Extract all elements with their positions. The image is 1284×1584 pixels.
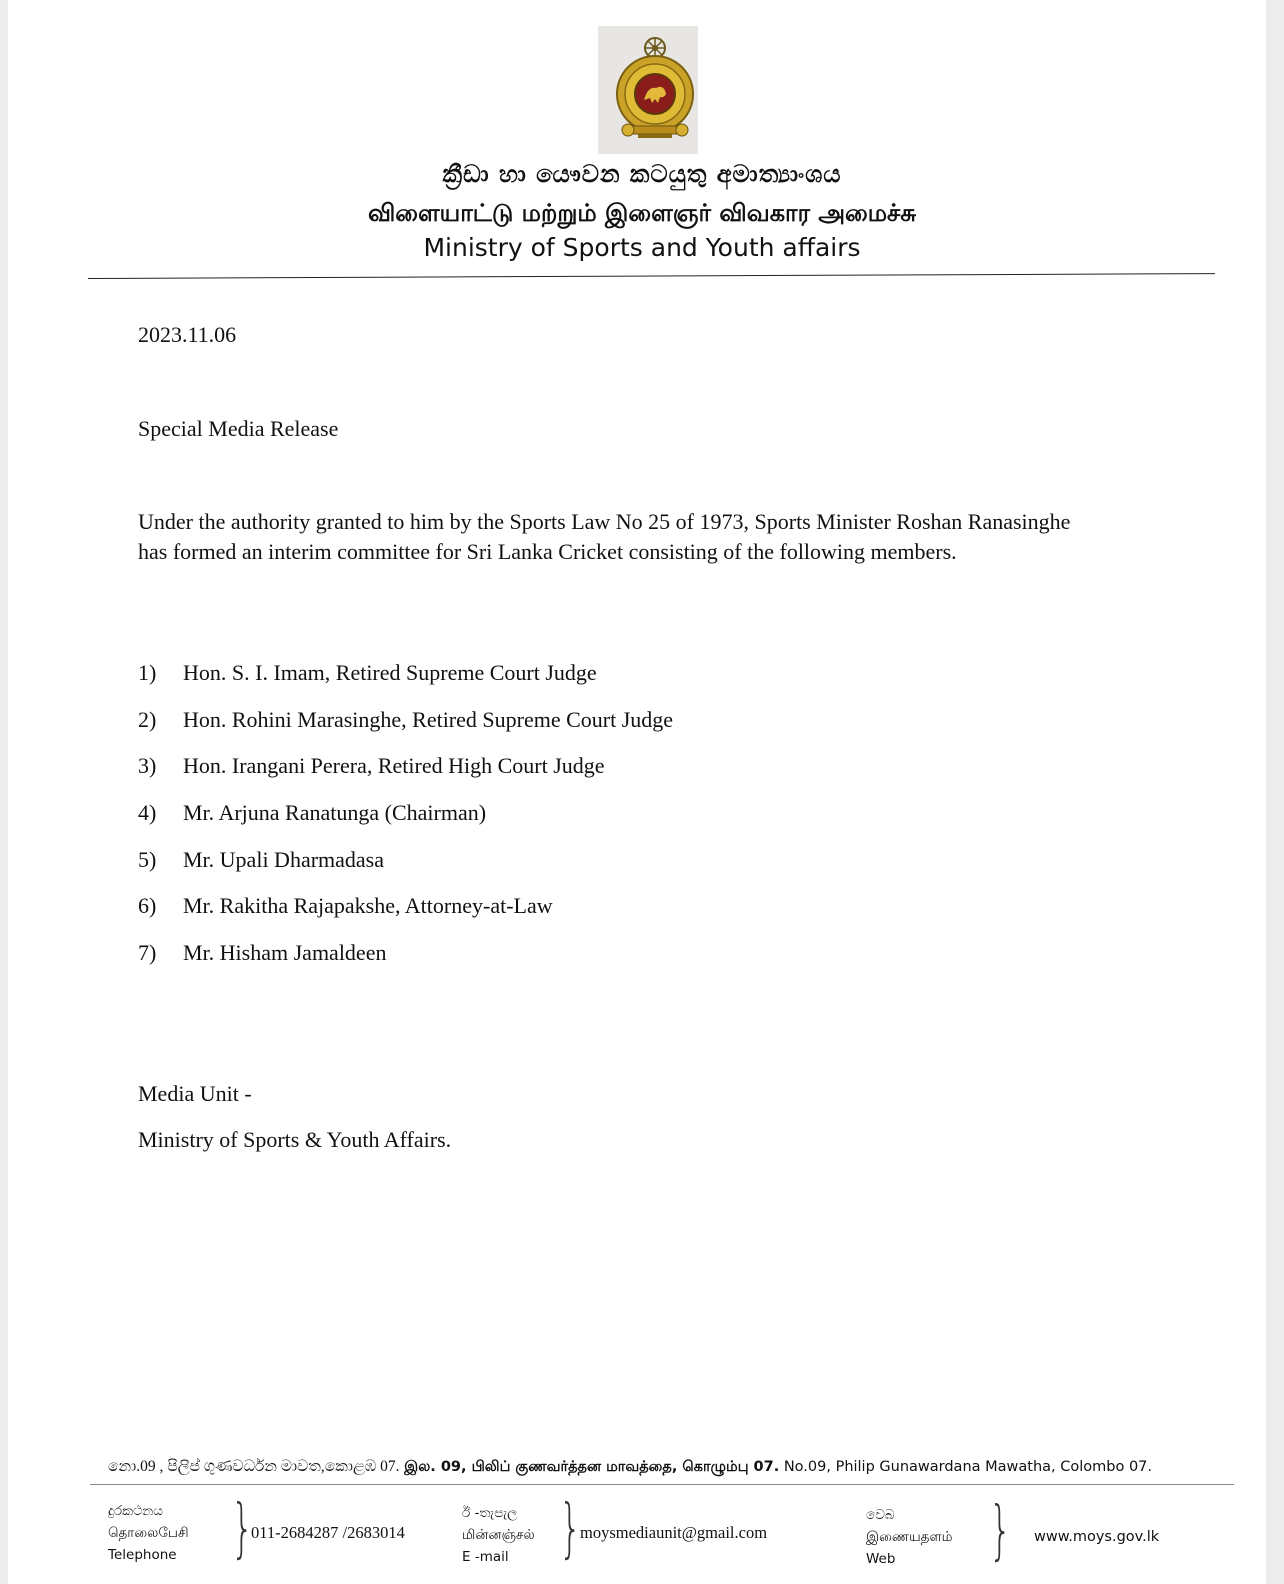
telephone-labels: [108, 1500, 189, 1566]
list-item: [138, 751, 673, 798]
telephone-label-tamil: தொலைபேசி: [108, 1525, 189, 1541]
member-number: 7): [138, 940, 157, 966]
ministry-title-tamil: விளையாட்டு மற்றும் இளைஞர் விவகார அமைச்சு: [368, 199, 916, 227]
signature-unit: Media Unit -: [138, 1081, 252, 1106]
telephone-label-english: Telephone: [108, 1547, 177, 1563]
member-text: Mr. Hisham Jamaldeen: [183, 940, 387, 966]
ministry-title-english: Ministry of Sports and Youth affairs: [423, 233, 861, 262]
address-english: No.09, Philip Gunawardana Mawatha, Colombo 07.: [783, 1459, 1153, 1475]
address-tamil: இல. 09, பிலிப் குணவர்த்தன மாவத்தை, கொழும்பு 07.: [404, 1459, 780, 1475]
list-item: [138, 705, 673, 752]
member-text: Hon. Irangani Perera, Retired High Court Judge: [183, 753, 605, 779]
email-value: moysmediaunit@gmail.com: [580, 1523, 768, 1542]
email-labels: [462, 1502, 535, 1568]
list-item: [138, 891, 673, 938]
member-text: Hon. S. I. Imam, Retired Supreme Court Judge: [183, 660, 597, 685]
footer-address: [108, 1458, 1152, 1477]
email-label-english: E -mail: [462, 1549, 509, 1565]
brace-icon: }: [559, 1492, 582, 1566]
list-item: [138, 658, 673, 705]
member-text: Mr. Arjuna Ranatunga (Chairman): [183, 800, 487, 826]
member-number: 4): [138, 800, 157, 826]
web-value: www.moys.gov.lk: [1034, 1529, 1160, 1545]
list-item: [138, 845, 673, 892]
member-number: 2): [138, 706, 157, 732]
member-number: 5): [138, 846, 157, 872]
member-number: 6): [138, 893, 157, 919]
release-body: Under the authority granted to him by the Sports Law No 25 of 1973, Sports Minister Roshan Ranasinghe has formed an interim committee for Sri Lanka Cricket consisting of the following members.: [138, 509, 1071, 564]
committee-members-list: [138, 658, 673, 985]
address-sinhala: නො.09 , පිලිප් ගුණවර්ධන මාවත,කොළඹ 07.: [108, 1458, 400, 1475]
member-text: Mr. Rakitha Rajapakshe, Attorney-at-Law: [183, 893, 553, 919]
telephone-label-sinhala: දුරකථනය: [108, 1503, 163, 1519]
footer-divider: [90, 1484, 1234, 1485]
brace-icon: }: [989, 1494, 1012, 1568]
email-label-sinhala: ඊ -තැපැල: [462, 1505, 518, 1521]
email-label-tamil: மின்னஞ்சல்: [462, 1527, 535, 1543]
member-number: 3): [138, 753, 157, 779]
member-number: 1): [138, 660, 157, 685]
web-label-sinhala: වෙබ: [866, 1507, 895, 1523]
list-item: [138, 798, 673, 845]
release-subject: Special Media Release: [138, 416, 339, 441]
web-labels: [866, 1504, 953, 1570]
release-date: 2023.11.06: [138, 322, 237, 347]
telephone-value: 011-2684287 /2683014: [251, 1523, 405, 1542]
member-text: Hon. Rohini Marasinghe, Retired Supreme Court Judge: [183, 706, 674, 732]
member-text: Mr. Upali Dharmadasa: [183, 846, 384, 872]
web-label-tamil: இணையதளம்: [866, 1529, 953, 1545]
list-item: [138, 938, 673, 985]
signature-ministry: Ministry of Sports & Youth Affairs.: [138, 1127, 452, 1152]
sri-lanka-emblem-icon: [598, 26, 698, 154]
ministry-title-sinhala: ක්‍රීඩා හා යෞවන කටයුතු අමාත්‍යාංශය: [442, 160, 842, 188]
web-label-english: Web: [866, 1551, 896, 1567]
brace-icon: }: [231, 1492, 254, 1566]
